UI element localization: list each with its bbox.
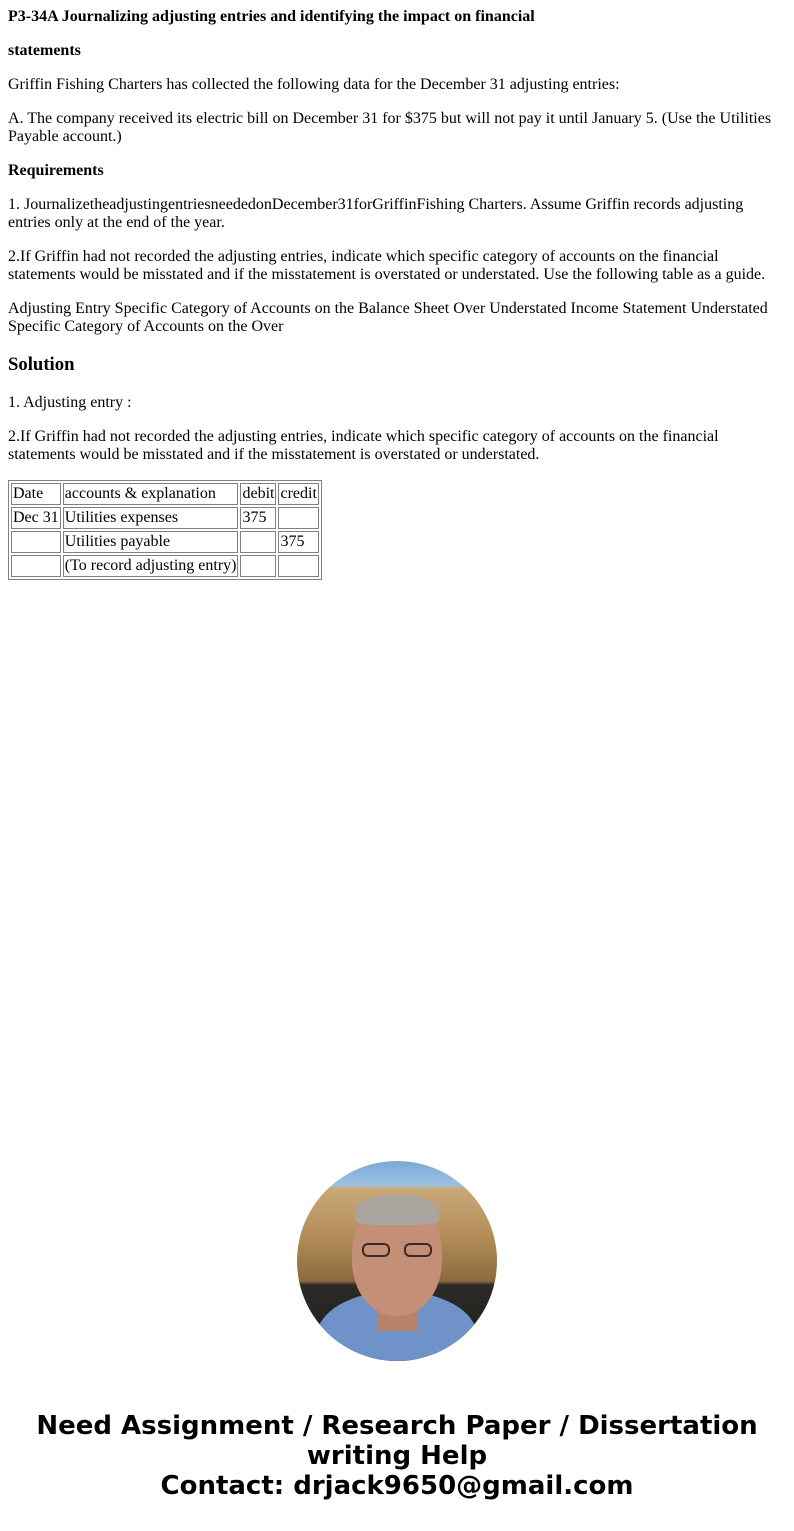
guide-table-text: Adjusting Entry Specific Category of Accounts on the Balance Sheet Over Understated Income Statement Understated Specific Category of Accounts on the Over: [8, 300, 768, 335]
glasses-lens-left: [362, 1243, 390, 1257]
promo-text: [0, 1411, 794, 1501]
avatar-hair: [355, 1195, 439, 1225]
table-row: [11, 507, 319, 529]
glasses-lens-right: [404, 1243, 432, 1257]
cell-account: (To record adjusting entry): [63, 555, 239, 577]
header-credit: credit: [278, 483, 318, 505]
solution-part-2: 2.If Griffin had not recorded the adjusting entries, indicate which specific category of accounts on the financial statements would be misstated and if the misstatement is overstated or understated.: [8, 428, 719, 463]
cell-debit: 375: [240, 507, 276, 529]
solution-part-1: 1. Adjusting entry :: [8, 394, 132, 411]
header-accounts: accounts & explanation: [63, 483, 239, 505]
problem-title: [8, 8, 786, 26]
requirements-heading: [8, 162, 786, 180]
promo-line-2: writing Help: [306, 1441, 488, 1471]
cell-date: [11, 555, 61, 577]
header-debit: debit: [240, 483, 276, 505]
header-date: Date: [11, 483, 61, 505]
cell-debit: [240, 555, 276, 577]
solution-heading: Solution: [8, 354, 75, 375]
table-row: [11, 531, 319, 553]
promo-footer: [0, 1161, 794, 1501]
problem-title-line-2: statements: [8, 42, 81, 59]
journal-entry-table: [8, 480, 322, 580]
table-header-row: [11, 483, 319, 505]
requirements-heading-text: Requirements: [8, 162, 104, 179]
avatar-glasses: [362, 1243, 432, 1257]
cell-credit: [278, 507, 318, 529]
document-body: [0, 8, 794, 580]
problem-title-line-1: P3-34A Journalizing adjusting entries and identifying the impact on financial: [8, 8, 535, 25]
cell-date: Dec 31: [11, 507, 61, 529]
cell-credit: 375: [278, 531, 318, 553]
problem-title-cont: [8, 42, 786, 60]
table-row: [11, 555, 319, 577]
cell-credit: [278, 555, 318, 577]
cell-account: Utilities expenses: [63, 507, 239, 529]
cell-debit: [240, 531, 276, 553]
cell-date: [11, 531, 61, 553]
author-avatar: [297, 1161, 497, 1361]
requirement-1: 1. JournalizetheadjustingentriesneededonDecember31forGriffinFishing Charters. Assume Griffin records adjusting entries only at the end of the year.: [8, 196, 744, 231]
requirement-2: 2.If Griffin had not recorded the adjusting entries, indicate which specific category of accounts on the financial statements would be misstated and if the misstatement is overstated or understated. Use the following table as a guide.: [8, 248, 766, 283]
promo-contact: Contact: drjack9650@gmail.com: [160, 1471, 634, 1501]
cell-account: Utilities payable: [63, 531, 239, 553]
problem-item-a: A. The company received its electric bill on December 31 for $375 but will not pay it until January 5. (Use the Utilities Payable account.): [8, 110, 772, 145]
problem-intro: Griffin Fishing Charters has collected the following data for the December 31 adjusting entries:: [8, 76, 620, 93]
promo-line-1: Need Assignment / Research Paper / Dissertation: [36, 1411, 758, 1441]
